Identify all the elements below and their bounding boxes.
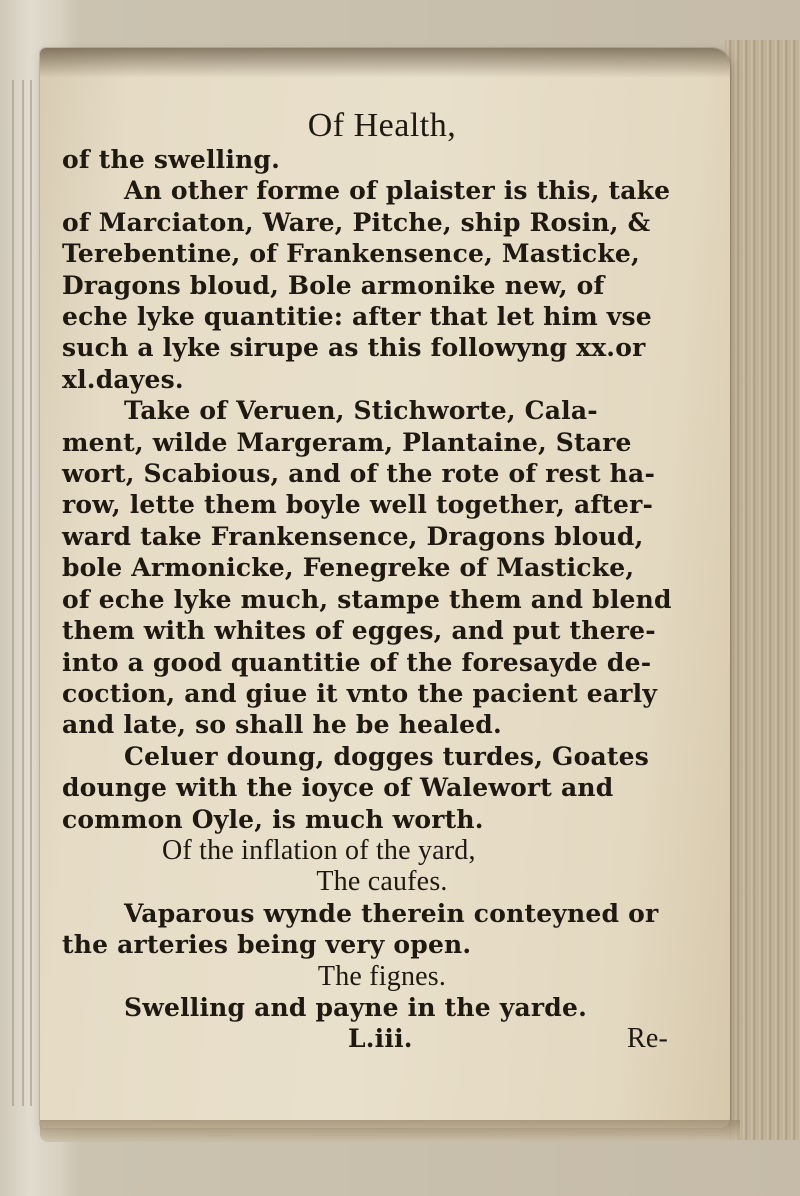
page-text	[62, 108, 702, 1055]
text-line: Vaparous wynde therein conteyned or	[124, 898, 659, 928]
text-line: into a good quantitie of the foresayde de-	[62, 647, 652, 677]
page-stack-edge	[22, 80, 24, 1106]
text-line: Take of Veruen, Stichworte, Cala-	[124, 396, 598, 426]
text-line: them with whites of egges, and put there-	[62, 616, 656, 646]
text-line: coction, and giue it vnto the pacient early	[62, 678, 658, 708]
page-top-shadow	[40, 48, 730, 78]
signature-mark: L.iii.	[348, 1024, 413, 1054]
section-title: Of the inflation of the yard,	[162, 834, 476, 866]
text-line: and late, so shall he be healed.	[62, 710, 502, 740]
text-line: Celuer doung, dogges turdes, Goates	[124, 741, 649, 771]
text-line: ward take Frankensence, Dragons bloud,	[62, 521, 644, 551]
text-line: Swelling and payne in the yarde.	[124, 992, 587, 1022]
text-line: row, lette them boyle well together, after-	[62, 490, 654, 520]
text-line: the arteries being very open.	[62, 930, 472, 960]
text-line: of eche lyke much, stampe them and blend	[62, 584, 672, 614]
text-line: ment, wilde Margeram, Plantaine, Stare	[62, 427, 632, 457]
text-line: of Marciaton, Ware, Pitche, ship Rosin, &	[62, 207, 651, 237]
text-line: eche lyke quantitie: after that let him vse	[62, 302, 652, 332]
page-fore-edge	[725, 40, 800, 1140]
signs-heading: The fignes.	[317, 960, 447, 992]
page-stack-edge	[12, 80, 14, 1106]
text-line: bole Armonicke, Fenegreke of Masticke,	[62, 553, 635, 583]
text-line: An other forme of plaister is this, take	[124, 176, 671, 206]
text-line: Terebentine, of Frankensence, Masticke,	[62, 239, 640, 269]
text-line: xl.dayes.	[62, 364, 184, 394]
page-stack-edge	[30, 80, 32, 1106]
text-line: dounge with the ioyce of Walewort and	[62, 773, 614, 803]
text-line: such a lyke sirupe as this followyng xx.or	[62, 333, 646, 363]
running-header: Of Health,	[307, 107, 457, 144]
text-line: common Oyle, is much worth.	[62, 804, 484, 834]
text-line: Dragons bloud, Bole armonike new, of	[62, 270, 605, 300]
page-footer	[62, 1023, 702, 1054]
page-bottom-edge	[40, 1120, 740, 1142]
text-line: of the swelling.	[62, 145, 281, 174]
catchword: Re-	[626, 1023, 668, 1055]
text-line: wort, Scabious, and of the rote of rest ha-	[62, 459, 656, 489]
causes-heading: The caufes.	[316, 866, 448, 898]
